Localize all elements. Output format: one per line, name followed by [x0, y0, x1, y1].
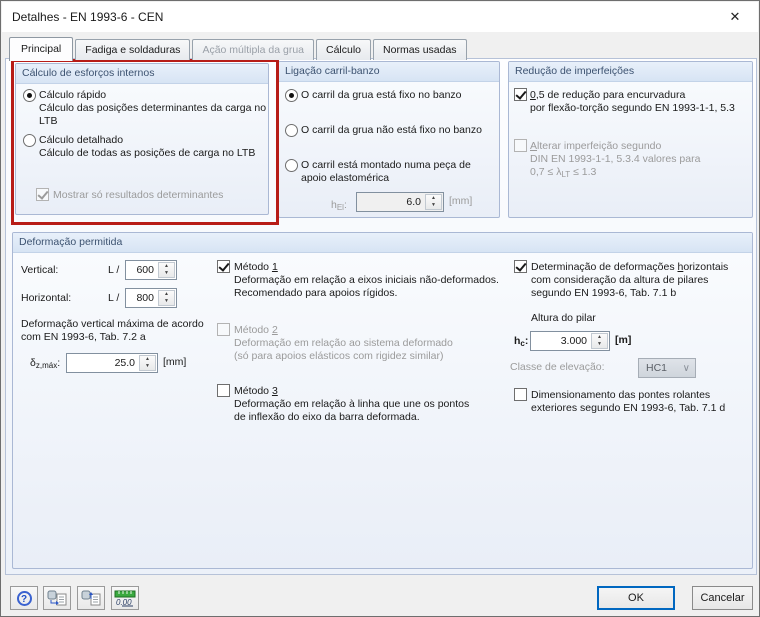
radio-quick-calculation[interactable] [23, 89, 36, 102]
checkbox-method-1[interactable] [217, 260, 230, 273]
checkbox-horizontal-deformation-line1[interactable]: Determinação de deformações horizontais [531, 261, 729, 273]
delta-z-max-value[interactable]: 25.0 [114, 357, 135, 369]
radio-rail-not-fixed-label[interactable]: O carril da grua não está fixo no banzo [301, 124, 482, 136]
hc-spinner-buttons[interactable] [591, 333, 608, 349]
tab-bar [9, 37, 469, 60]
chevron-down-icon [683, 359, 690, 378]
spinner-down-icon[interactable] [140, 363, 155, 370]
radio-detailed-calculation-label[interactable]: Cálculo detalhado [39, 134, 124, 146]
delta-z-max-unit: [mm] [163, 356, 187, 368]
tab-principal[interactable]: Principal [9, 37, 73, 61]
dialog-title: Detalhes - EN 1993-6 - CEN [12, 10, 164, 24]
hc-unit: [m] [615, 334, 632, 346]
vertical-limit-value[interactable]: 600 [136, 264, 154, 276]
radio-rail-fixed-label[interactable]: O carril da grua está fixo no banzo [301, 89, 462, 101]
save-default-icon [81, 590, 101, 606]
delta-spinner-buttons[interactable] [139, 355, 156, 371]
group-internal-forces [15, 63, 269, 215]
checkbox-outdoor-cranes[interactable] [514, 388, 527, 401]
group-rail-flange-connection [278, 61, 500, 218]
checkbox-outdoor-cranes-line1[interactable]: Dimensionamento das pontes rolantes [531, 389, 711, 401]
checkbox-horizontal-deformation-line2: com consideração da altura de pilares [531, 274, 709, 286]
checkbox-outdoor-cranes-line2: exteriores segundo EN 1993-6, Tab. 7.1 d [531, 402, 726, 414]
checkbox-method-2-label: Método 2 [234, 324, 278, 336]
vertical-ratio-label: L / [108, 264, 120, 276]
radio-rail-not-fixed[interactable] [285, 124, 298, 137]
spinner-down-icon[interactable] [426, 202, 441, 209]
hel-value[interactable]: 6.0 [406, 196, 421, 208]
checkbox-method-2 [217, 323, 230, 336]
checkbox-ltb-reduction-label-line2: por flexão-torção segundo EN 1993-1-1, 5.3 [530, 102, 735, 114]
group-allowable-deflection [12, 232, 753, 569]
delta-z-max-label: $\delta_{z,máx}$: [30, 357, 61, 370]
max-deflection-note-line1: Deformação vertical máxima de acordo [21, 318, 204, 330]
vertical-spinner-buttons[interactable] [158, 262, 175, 278]
tab-calculo[interactable]: Cálculo [316, 39, 371, 60]
spinner-down-icon[interactable] [592, 341, 607, 348]
tab-acao-multipla-da-grua[interactable]: Ação múltipla da grua [192, 39, 314, 60]
checkbox-horizontal-deformation[interactable] [514, 260, 527, 273]
checkbox-governing-results [36, 188, 49, 201]
horizontal-ratio-label: L / [108, 292, 120, 304]
vertical-label: Vertical: [21, 264, 59, 276]
close-icon[interactable] [718, 2, 752, 32]
lifting-class-dropdown [638, 358, 696, 378]
max-deflection-note-line2: com EN 1993-6, Tab. 7.2 a [21, 331, 146, 343]
column-height-label: Altura do pilar [531, 312, 596, 324]
horizontal-limit-spinner[interactable] [125, 288, 177, 308]
method-1-desc-line2: Recomendado para apoios rígidos. [234, 287, 398, 299]
method-3-desc-line1: Deformação em relação à linha que une os pontos [234, 398, 470, 410]
group-imperfection-reduction [508, 61, 753, 218]
checkbox-method-1-label[interactable]: Método 1 [234, 261, 278, 273]
detailed-calculation-desc: Cálculo de todas as posições de carga no LTB [39, 147, 256, 159]
svg-text:0.00: 0.00 [116, 597, 132, 607]
hel-unit: [mm] [449, 195, 473, 207]
tab-page-principal [5, 58, 757, 575]
spinner-up-icon[interactable] [592, 334, 607, 341]
checkbox-alter-imperfection-label-line3: $0,7 \le \lambda_{LT} \le 1.3$ [530, 166, 597, 179]
checkbox-alter-imperfection-label-line1: Alterar imperfeição segundo [530, 140, 662, 152]
units-decimal-button[interactable] [111, 586, 139, 610]
checkbox-ltb-reduction[interactable] [514, 88, 527, 101]
method-3-desc-line2: de inflexão do eixo da barra deformada. [234, 411, 420, 423]
checkbox-ltb-reduction-label-line1[interactable]: 0,5 de redução para encurvadura [530, 89, 686, 101]
quick-calculation-desc-line2: LTB [39, 115, 58, 127]
set-default-icon [47, 590, 67, 606]
spinner-up-icon[interactable] [426, 195, 441, 202]
tab-fadiga-e-soldaduras[interactable]: Fadiga e soldaduras [75, 39, 190, 60]
group-deflection-title: Deformação permitida [13, 233, 752, 253]
radio-rail-elastomeric-label1[interactable]: O carril está montado numa peça de [301, 159, 471, 171]
help-button[interactable] [10, 586, 38, 610]
hc-label: $h_c$: [514, 335, 529, 348]
spinner-up-icon[interactable] [159, 263, 174, 270]
checkbox-alter-imperfection [514, 139, 527, 152]
method-2-desc-line2: (só para apoios elásticos com rigidez similar) [234, 350, 444, 362]
radio-quick-calculation-label[interactable]: Cálculo rápido [39, 89, 107, 101]
spinner-down-icon[interactable] [159, 298, 174, 305]
save-default-params-button[interactable] [77, 586, 105, 610]
hel-label: $h_{El}$: [331, 199, 347, 212]
quick-calculation-desc-line1: Cálculo das posições determinantes da carga no [39, 102, 267, 114]
spinner-down-icon[interactable] [159, 270, 174, 277]
lifting-class-value: HC1 [646, 362, 668, 374]
checkbox-governing-results-label: Mostrar só resultados determinantes [53, 189, 224, 201]
radio-rail-elastomeric-label2: apoio elastomérica [301, 172, 390, 184]
horizontal-spinner-buttons[interactable] [158, 290, 175, 306]
ok-button[interactable]: OK [597, 586, 675, 610]
units-ruler-icon [114, 590, 136, 607]
method-2-desc-line1: Deformação em relação ao sistema deformado [234, 337, 453, 349]
title-bar [2, 2, 758, 32]
radio-detailed-calculation[interactable] [23, 134, 36, 147]
checkbox-alter-imperfection-label-line2: DIN EN 1993-1-1, 5.3.4 valores para [530, 153, 701, 165]
spinner-up-icon[interactable] [159, 291, 174, 298]
checkbox-method-3[interactable] [217, 384, 230, 397]
lifting-class-label: Classe de elevação: [510, 361, 605, 373]
delta-z-max-spinner[interactable] [66, 353, 158, 373]
hc-spinner[interactable] [530, 331, 610, 351]
spinner-up-icon[interactable] [140, 356, 155, 363]
hel-spinner[interactable] [356, 192, 444, 212]
group-imperfections-title: Redução de imperfeições [509, 62, 752, 82]
vertical-limit-spinner[interactable] [125, 260, 177, 280]
checkbox-method-3-label[interactable]: Método 3 [234, 385, 278, 397]
help-icon [17, 591, 32, 606]
horizontal-label: Horizontal: [21, 292, 72, 304]
set-default-params-button[interactable] [43, 586, 71, 610]
cancel-button[interactable]: Cancelar [692, 586, 753, 610]
radio-rail-fixed[interactable] [285, 89, 298, 102]
group-internal-forces-title: Cálculo de esforços internos [16, 64, 268, 84]
tab-normas-usadas[interactable]: Normas usadas [373, 39, 467, 60]
horizontal-limit-value[interactable]: 800 [136, 292, 154, 304]
group-rail-flange-title: Ligação carril-banzo [279, 62, 499, 82]
method-1-desc-line1: Deformação em relação a eixos iniciais não-deformados. [234, 274, 499, 286]
hel-spinner-buttons[interactable] [425, 194, 442, 210]
checkbox-horizontal-deformation-line3: segundo EN 1993-6, Tab. 7.1 b [531, 287, 677, 299]
radio-rail-elastomeric[interactable] [285, 159, 298, 172]
hc-value[interactable]: 3.000 [560, 335, 587, 347]
